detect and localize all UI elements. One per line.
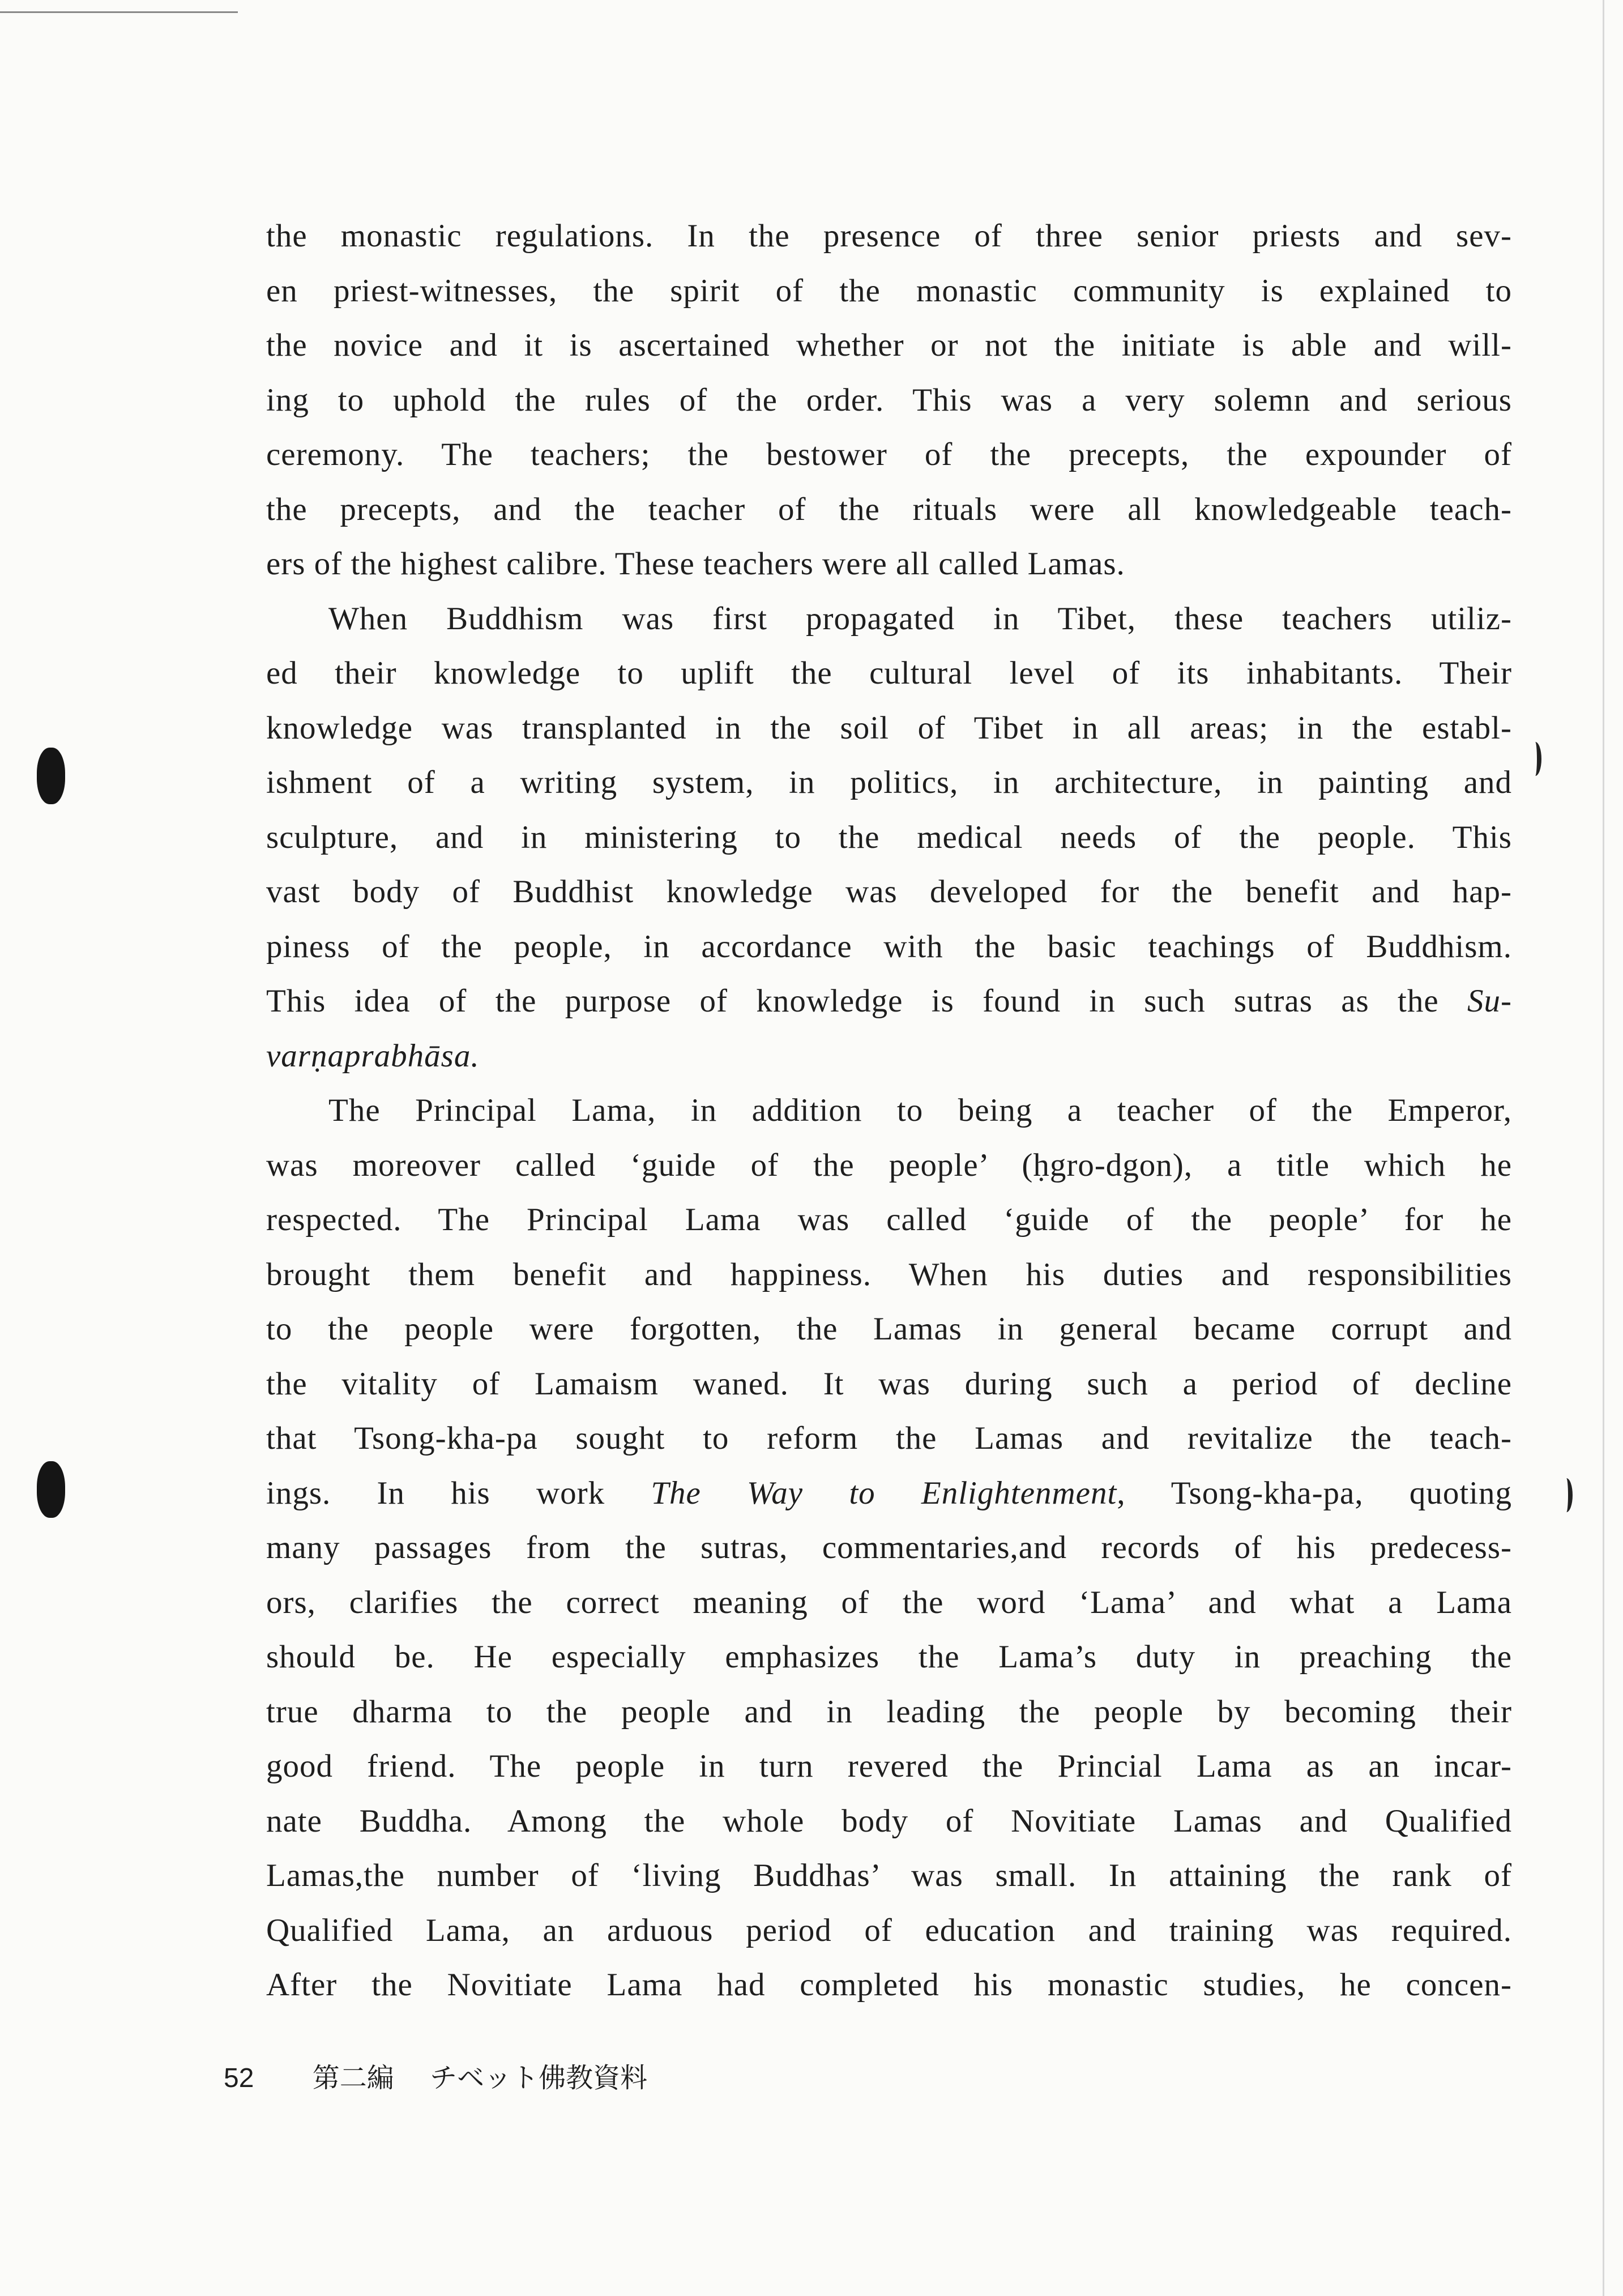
line-text: many passages from the sutras, commentaries,and records of his predecess- [266,1530,1512,1565]
text-line [266,810,1512,865]
line-text: ceremony. The teachers; the bestower of the precepts, the expounder of [266,437,1512,472]
text-line [266,1248,1512,1303]
scan-edge-line [1603,0,1604,2296]
text-line [266,756,1512,810]
text-line [266,865,1512,920]
line-text: brought them benefit and happiness. When his duties and responsibilities [266,1256,1512,1292]
text-line [266,1029,1512,1084]
binding-hole [37,748,65,804]
text-line [266,1630,1512,1685]
line-text: ing to uphold the rules of the order. This was a very solemn and serious [266,382,1512,418]
line-text: sculpture, and in ministering to the medical needs of the people. This [266,819,1512,855]
text-line [266,1302,1512,1357]
line-text: ers of the highest calibre. These teachers were all called Lamas. [266,546,1125,582]
line-text: Lamas,the number of ‘living Buddhas’ was small. In attaining the rank of [266,1858,1512,1893]
line-text: ed their knowledge to uplift the cultural level of its inhabitants. Their [266,655,1512,691]
line-text: en priest-witnesses, the spirit of the monastic community is explained to [266,272,1512,309]
line-text: good friend. The people in turn revered the Princial Lama as an incar- [266,1748,1512,1784]
scan-mark [1529,742,1541,776]
line-text: , Tsong-kha-pa, quoting [1117,1475,1513,1511]
scan-edge-line [0,11,238,13]
book-title: チベット佛教資料 [430,2063,648,2093]
text-line [266,1958,1512,2013]
text-line [266,646,1512,701]
text-line [266,1138,1512,1193]
text-line [266,537,1512,592]
line-text: that Tsong-kha-pa sought to reform the Lamas and revitalize the teach- [266,1420,1512,1456]
line-text: piness of the people, in accordance with the basic teachings of Buddhism. [266,928,1512,965]
italic-title: varṇaprabhāsa. [266,1038,480,1074]
line-text: to the people were forgotten, the Lamas in general became corrupt and [266,1311,1512,1347]
page-number: 52 [224,2063,254,2093]
line-text: was moreover called ‘guide of the people’ (ḥgro-dgon), a title which he [266,1147,1512,1183]
line-text: nate Buddha. Among the whole body of Novitiate Lamas and Qualified [266,1803,1512,1839]
line-text: should be. He especially emphasizes the Lama’s duty in preaching the [266,1639,1512,1675]
text-line [266,483,1512,537]
text-line [266,1083,1512,1138]
line-text: the vitality of Lamaism waned. It was during such a period of decline [266,1365,1512,1402]
body-text [266,209,1512,2013]
line-text: vast body of Buddhist knowledge was developed for the benefit and hap- [266,874,1512,910]
part-label: 第二編 [312,2063,394,2093]
italic-title: Su- [1467,983,1512,1019]
text-line [266,318,1512,373]
text-line [266,974,1512,1029]
line-text: After the Novitiate Lama had completed his monastic studies, he concen- [266,1967,1512,2003]
text-line [266,1411,1512,1466]
text-line [266,1849,1512,1904]
text-line [266,592,1512,647]
text-line [266,428,1512,483]
text-line [266,1794,1512,1849]
line-text: The Principal Lama, in addition to being a teacher of the Emperor, [328,1092,1512,1128]
line-text: Qualified Lama, an arduous period of education and training was required. [266,1912,1512,1948]
page-footer [224,2056,698,2095]
text-line [266,1685,1512,1740]
line-text: ings. In his work [266,1475,651,1511]
italic-title: The Way to Enlightenment [651,1475,1117,1511]
text-line [266,209,1512,264]
text-line [266,1357,1512,1412]
line-text: knowledge was transplanted in the soil of Tibet in all areas; in the establ- [266,710,1512,746]
text-line [266,373,1512,428]
text-line [266,1739,1512,1794]
text-line [266,1193,1512,1248]
text-line [266,1466,1512,1521]
line-text: the novice and it is ascertained whether or not the initiate is able and will- [266,327,1512,363]
line-text: This idea of the purpose of knowledge is found in such sutras as the [266,983,1468,1019]
text-line [266,701,1512,756]
line-text: the monastic regulations. In the presence of three senior priests and sev- [266,218,1512,254]
line-text: the precepts, and the teacher of the rituals were all knowledgeable teach- [266,491,1512,527]
text-line [266,920,1512,975]
line-text: respected. The Principal Lama was called ‘guide of the people’ for he [266,1202,1512,1237]
scan-mark [1560,1478,1573,1512]
text-line [266,1576,1512,1631]
text-line [266,1904,1512,1958]
line-text: true dharma to the people and in leading the people by becoming their [266,1693,1512,1730]
binding-hole [37,1461,65,1518]
text-line [266,1521,1512,1576]
line-text: ishment of a writing system, in politics, in architecture, in painting and [266,765,1512,800]
line-text: ors, clarifies the correct meaning of the word ‘Lama’ and what a Lama [266,1584,1512,1620]
line-text: When Buddhism was first propagated in Tibet, these teachers utiliz- [328,600,1512,637]
text-line [266,264,1512,319]
